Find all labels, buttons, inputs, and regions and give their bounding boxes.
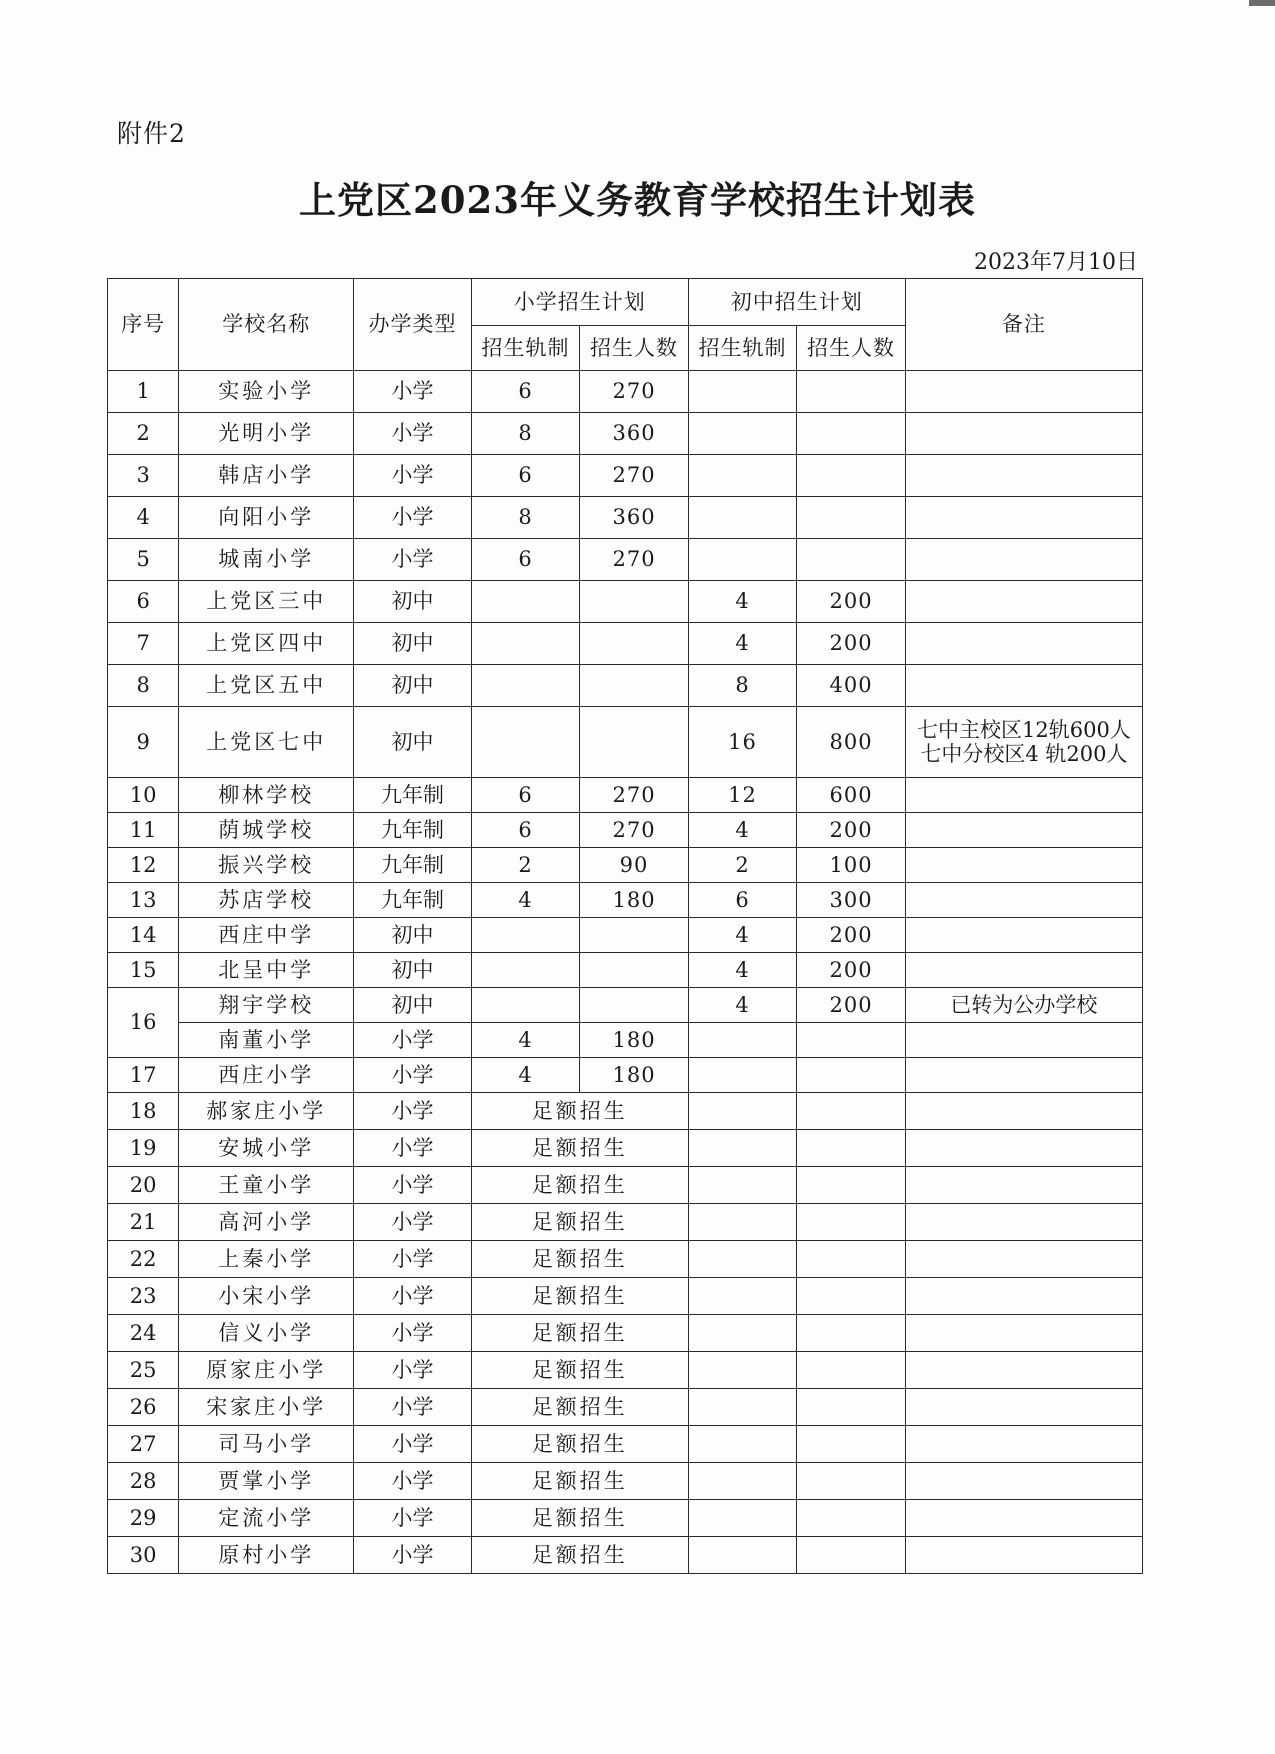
cell-middle-classes: 4 [688, 918, 797, 953]
cell-middle-classes [688, 1023, 797, 1058]
cell-remark [905, 539, 1142, 581]
header-row-top [108, 279, 1143, 326]
cell-primary-classes [471, 581, 580, 623]
cell-remark [905, 953, 1142, 988]
cell-remark [905, 707, 1142, 778]
cell-middle-classes [688, 1130, 797, 1167]
cell-middle-students: 100 [797, 848, 906, 883]
cell-seq: 20 [108, 1167, 179, 1204]
cell-primary-students: 180 [580, 1058, 689, 1093]
cell-remark [905, 455, 1142, 497]
cell-middle-classes [688, 455, 797, 497]
header-school-name: 学校名称 [179, 279, 354, 371]
cell-primary-students [580, 988, 689, 1023]
cell-middle-students: 300 [797, 883, 906, 918]
cell-school-name: 贾掌小学 [179, 1463, 354, 1500]
cell-school-type: 小学 [354, 371, 472, 413]
cell-primary-students: 270 [580, 813, 689, 848]
table-row [108, 1093, 1143, 1130]
cell-middle-classes [688, 1093, 797, 1130]
cell-middle-students [797, 1023, 906, 1058]
cell-primary-classes: 2 [471, 848, 580, 883]
header-middle-classes: 招生轨制 [688, 326, 797, 371]
table-row [108, 988, 1143, 1023]
cell-school-name: 王童小学 [179, 1167, 354, 1204]
table-row [108, 413, 1143, 455]
cell-remark [905, 497, 1142, 539]
cell-full-quota: 足额招生 [471, 1093, 688, 1130]
cell-middle-classes [688, 371, 797, 413]
cell-seq: 26 [108, 1389, 179, 1426]
cell-seq: 25 [108, 1352, 179, 1389]
cell-school-type: 小学 [354, 455, 472, 497]
cell-seq: 16 [108, 988, 179, 1058]
header-middle-plan: 初中招生计划 [688, 279, 905, 326]
table-row [108, 1278, 1143, 1315]
cell-school-type: 小学 [354, 539, 472, 581]
table-row [108, 707, 1143, 778]
cell-remark [905, 623, 1142, 665]
cell-school-name: 西庄小学 [179, 1058, 354, 1093]
cell-primary-students: 270 [580, 539, 689, 581]
cell-seq: 2 [108, 413, 179, 455]
cell-middle-students [797, 539, 906, 581]
table-row [108, 455, 1143, 497]
cell-remark [905, 371, 1142, 413]
cell-middle-students: 400 [797, 665, 906, 707]
cell-school-type: 小学 [354, 1093, 472, 1130]
cell-middle-classes: 6 [688, 883, 797, 918]
cell-seq: 7 [108, 623, 179, 665]
cell-primary-students: 180 [580, 883, 689, 918]
cell-school-name: 上党区七中 [179, 707, 354, 778]
cell-primary-classes [471, 665, 580, 707]
cell-primary-students [580, 918, 689, 953]
cell-seq: 19 [108, 1130, 179, 1167]
cell-middle-students [797, 1058, 906, 1093]
cell-full-quota: 足额招生 [471, 1241, 688, 1278]
cell-seq: 17 [108, 1058, 179, 1093]
cell-remark [905, 1058, 1142, 1093]
cell-school-name: 北呈中学 [179, 953, 354, 988]
cell-middle-students [797, 1167, 906, 1204]
cell-primary-students [580, 707, 689, 778]
header-primary-classes: 招生轨制 [471, 326, 580, 371]
enrollment-plan-table [107, 278, 1143, 1574]
header-school-type: 办学类型 [354, 279, 472, 371]
cell-school-name: 西庄中学 [179, 918, 354, 953]
cell-school-type: 九年制 [354, 883, 472, 918]
cell-primary-students: 270 [580, 371, 689, 413]
cell-full-quota: 足额招生 [471, 1389, 688, 1426]
cell-middle-classes [688, 1500, 797, 1537]
cell-middle-classes [688, 1278, 797, 1315]
remark-line: 七中主校区12轨600人 [917, 717, 1131, 742]
cell-seq: 23 [108, 1278, 179, 1315]
cell-middle-students [797, 1093, 906, 1130]
cell-remark [905, 1241, 1142, 1278]
cell-seq: 6 [108, 581, 179, 623]
cell-middle-classes [688, 1426, 797, 1463]
cell-school-type: 初中 [354, 707, 472, 778]
cell-seq: 5 [108, 539, 179, 581]
cell-middle-classes [688, 1389, 797, 1426]
table-row [108, 497, 1143, 539]
cell-remark [905, 848, 1142, 883]
header-primary-plan: 小学招生计划 [471, 279, 688, 326]
cell-middle-students [797, 1241, 906, 1278]
cell-school-type: 初中 [354, 665, 472, 707]
cell-middle-classes: 4 [688, 988, 797, 1023]
cell-primary-students: 90 [580, 848, 689, 883]
cell-seq: 28 [108, 1463, 179, 1500]
table-row [108, 778, 1143, 813]
cell-primary-students: 270 [580, 455, 689, 497]
cell-remark [905, 1352, 1142, 1389]
cell-school-name: 司马小学 [179, 1426, 354, 1463]
cell-primary-classes: 6 [471, 371, 580, 413]
cell-middle-classes [688, 1315, 797, 1352]
cell-primary-classes: 4 [471, 1058, 580, 1093]
cell-school-name: 安城小学 [179, 1130, 354, 1167]
table-row [108, 813, 1143, 848]
scan-edge-mark [1249, 0, 1275, 6]
cell-full-quota: 足额招生 [471, 1167, 688, 1204]
cell-school-type: 小学 [354, 497, 472, 539]
header-primary-students: 招生人数 [580, 326, 689, 371]
cell-middle-classes [688, 497, 797, 539]
cell-school-name: 上党区四中 [179, 623, 354, 665]
cell-primary-classes [471, 623, 580, 665]
cell-school-type: 小学 [354, 1426, 472, 1463]
cell-remark [905, 1463, 1142, 1500]
cell-school-name: 上党区三中 [179, 581, 354, 623]
table-row [108, 953, 1143, 988]
attachment-label: 附件2 [117, 119, 186, 148]
cell-remark: 已转为公办学校 [905, 988, 1142, 1023]
cell-school-type: 小学 [354, 1241, 472, 1278]
cell-school-name: 柳林学校 [179, 778, 354, 813]
cell-middle-students: 200 [797, 953, 906, 988]
cell-school-name: 翔宇学校 [179, 988, 354, 1023]
cell-school-name: 光明小学 [179, 413, 354, 455]
table-row [108, 539, 1143, 581]
cell-school-type: 小学 [354, 1130, 472, 1167]
cell-seq: 21 [108, 1204, 179, 1241]
cell-middle-students [797, 497, 906, 539]
cell-primary-students [580, 581, 689, 623]
cell-seq: 13 [108, 883, 179, 918]
cell-primary-students: 270 [580, 778, 689, 813]
cell-middle-classes: 4 [688, 581, 797, 623]
cell-middle-classes [688, 1204, 797, 1241]
cell-remark [905, 1389, 1142, 1426]
cell-school-name: 向阳小学 [179, 497, 354, 539]
cell-primary-classes: 6 [471, 539, 580, 581]
cell-school-name: 韩店小学 [179, 455, 354, 497]
cell-middle-classes: 4 [688, 813, 797, 848]
cell-middle-classes: 16 [688, 707, 797, 778]
cell-school-type: 初中 [354, 581, 472, 623]
cell-full-quota: 足额招生 [471, 1315, 688, 1352]
cell-primary-students [580, 665, 689, 707]
cell-full-quota: 足额招生 [471, 1500, 688, 1537]
cell-middle-students [797, 1389, 906, 1426]
cell-middle-students: 200 [797, 988, 906, 1023]
cell-remark [905, 1167, 1142, 1204]
cell-seq: 24 [108, 1315, 179, 1352]
cell-middle-classes [688, 1241, 797, 1278]
cell-school-name: 高河小学 [179, 1204, 354, 1241]
cell-middle-classes [688, 1463, 797, 1500]
cell-middle-students [797, 1426, 906, 1463]
cell-middle-students: 800 [797, 707, 906, 778]
cell-seq: 11 [108, 813, 179, 848]
cell-middle-classes [688, 1058, 797, 1093]
cell-school-type: 小学 [354, 1500, 472, 1537]
cell-school-type: 九年制 [354, 778, 472, 813]
cell-primary-students [580, 953, 689, 988]
cell-middle-classes [688, 1352, 797, 1389]
cell-middle-students [797, 1130, 906, 1167]
cell-school-name: 小宋小学 [179, 1278, 354, 1315]
cell-middle-students: 200 [797, 813, 906, 848]
cell-school-name: 信义小学 [179, 1315, 354, 1352]
cell-full-quota: 足额招生 [471, 1426, 688, 1463]
cell-school-type: 初中 [354, 918, 472, 953]
cell-seq: 15 [108, 953, 179, 988]
cell-school-name: 振兴学校 [179, 848, 354, 883]
cell-remark [905, 813, 1142, 848]
cell-middle-classes [688, 413, 797, 455]
cell-remark [905, 1023, 1142, 1058]
table-row [108, 883, 1143, 918]
table-row [108, 918, 1143, 953]
cell-school-name: 上党区五中 [179, 665, 354, 707]
cell-school-type: 小学 [354, 1537, 472, 1574]
cell-primary-classes [471, 988, 580, 1023]
cell-school-type: 小学 [354, 1389, 472, 1426]
cell-school-type: 九年制 [354, 813, 472, 848]
cell-school-name: 原村小学 [179, 1537, 354, 1574]
cell-remark [905, 778, 1142, 813]
cell-remark [905, 1426, 1142, 1463]
cell-school-type: 小学 [354, 1352, 472, 1389]
cell-seq: 4 [108, 497, 179, 539]
remark-line: 七中分校区4 轨200人 [920, 742, 1128, 766]
cell-middle-students: 200 [797, 581, 906, 623]
cell-primary-classes [471, 707, 580, 778]
table-row [108, 1023, 1143, 1058]
cell-full-quota: 足额招生 [471, 1278, 688, 1315]
cell-primary-classes: 6 [471, 813, 580, 848]
cell-middle-classes [688, 1537, 797, 1574]
header-middle-students: 招生人数 [797, 326, 906, 371]
table-row [108, 371, 1143, 413]
cell-seq: 14 [108, 918, 179, 953]
table-row [108, 1241, 1143, 1278]
cell-middle-students [797, 1463, 906, 1500]
cell-remark [905, 1500, 1142, 1537]
cell-primary-students [580, 623, 689, 665]
cell-seq: 27 [108, 1426, 179, 1463]
cell-school-type: 初中 [354, 988, 472, 1023]
cell-full-quota: 足额招生 [471, 1204, 688, 1241]
cell-middle-classes: 12 [688, 778, 797, 813]
table-row [108, 1130, 1143, 1167]
cell-school-type: 小学 [354, 1167, 472, 1204]
cell-school-name: 南董小学 [179, 1023, 354, 1058]
cell-primary-classes: 6 [471, 778, 580, 813]
cell-school-type: 小学 [354, 1204, 472, 1241]
table-row [108, 1537, 1143, 1574]
cell-primary-classes: 8 [471, 413, 580, 455]
cell-school-type: 小学 [354, 1058, 472, 1093]
cell-primary-students: 360 [580, 497, 689, 539]
cell-middle-classes: 2 [688, 848, 797, 883]
cell-remark [905, 581, 1142, 623]
cell-seq: 30 [108, 1537, 179, 1574]
table-row [108, 1426, 1143, 1463]
cell-primary-students: 180 [580, 1023, 689, 1058]
cell-seq: 9 [108, 707, 179, 778]
cell-school-name: 定流小学 [179, 1500, 354, 1537]
cell-seq: 12 [108, 848, 179, 883]
cell-middle-classes: 8 [688, 665, 797, 707]
cell-school-type: 小学 [354, 1278, 472, 1315]
cell-school-name: 苏店学校 [179, 883, 354, 918]
cell-school-name: 郝家庄小学 [179, 1093, 354, 1130]
cell-middle-students [797, 1204, 906, 1241]
cell-school-type: 小学 [354, 1023, 472, 1058]
cell-full-quota: 足额招生 [471, 1130, 688, 1167]
cell-full-quota: 足额招生 [471, 1537, 688, 1574]
cell-primary-classes: 8 [471, 497, 580, 539]
table-row [108, 1167, 1143, 1204]
cell-middle-classes [688, 1167, 797, 1204]
header-remark: 备注 [905, 279, 1142, 371]
cell-remark [905, 413, 1142, 455]
cell-full-quota: 足额招生 [471, 1463, 688, 1500]
cell-remark [905, 1315, 1142, 1352]
cell-school-name: 上秦小学 [179, 1241, 354, 1278]
cell-school-name: 城南小学 [179, 539, 354, 581]
document-date: 2023年7月10日 [974, 250, 1138, 275]
cell-school-type: 小学 [354, 1315, 472, 1352]
cell-school-type: 初中 [354, 953, 472, 988]
table-row [108, 848, 1143, 883]
cell-school-name: 实验小学 [179, 371, 354, 413]
cell-seq: 3 [108, 455, 179, 497]
cell-full-quota: 足额招生 [471, 1352, 688, 1389]
cell-primary-classes: 4 [471, 1023, 580, 1058]
cell-primary-students: 360 [580, 413, 689, 455]
table-row [108, 623, 1143, 665]
cell-school-type: 初中 [354, 623, 472, 665]
cell-primary-classes: 6 [471, 455, 580, 497]
cell-school-type: 九年制 [354, 848, 472, 883]
cell-middle-students [797, 1315, 906, 1352]
cell-middle-students [797, 371, 906, 413]
cell-middle-classes: 4 [688, 953, 797, 988]
cell-primary-classes [471, 953, 580, 988]
cell-school-type: 小学 [354, 413, 472, 455]
table-row [108, 1389, 1143, 1426]
cell-remark [905, 918, 1142, 953]
cell-primary-classes [471, 918, 580, 953]
table-row [108, 1058, 1143, 1093]
cell-middle-students [797, 1500, 906, 1537]
table-row [108, 1352, 1143, 1389]
cell-remark [905, 883, 1142, 918]
cell-school-name: 荫城学校 [179, 813, 354, 848]
cell-middle-students: 200 [797, 918, 906, 953]
cell-seq: 10 [108, 778, 179, 813]
cell-seq: 22 [108, 1241, 179, 1278]
cell-school-name: 原家庄小学 [179, 1352, 354, 1389]
cell-middle-students: 600 [797, 778, 906, 813]
cell-school-type: 小学 [354, 1463, 472, 1500]
cell-seq: 8 [108, 665, 179, 707]
cell-remark [905, 1204, 1142, 1241]
cell-middle-students [797, 1537, 906, 1574]
cell-middle-students [797, 1352, 906, 1389]
cell-remark [905, 665, 1142, 707]
cell-middle-students: 200 [797, 623, 906, 665]
cell-middle-students [797, 413, 906, 455]
table-row [108, 1463, 1143, 1500]
cell-primary-classes: 4 [471, 883, 580, 918]
cell-remark [905, 1093, 1142, 1130]
page-title: 上党区2023年义务教育学校招生计划表 [299, 178, 976, 222]
cell-seq: 1 [108, 371, 179, 413]
table-row [108, 1500, 1143, 1537]
cell-seq: 18 [108, 1093, 179, 1130]
cell-school-name: 宋家庄小学 [179, 1389, 354, 1426]
table-row [108, 1204, 1143, 1241]
cell-middle-classes [688, 539, 797, 581]
cell-remark [905, 1130, 1142, 1167]
table-row [108, 1315, 1143, 1352]
cell-remark [905, 1537, 1142, 1574]
cell-seq: 29 [108, 1500, 179, 1537]
cell-middle-students [797, 455, 906, 497]
cell-middle-students [797, 1278, 906, 1315]
table-row [108, 665, 1143, 707]
header-seq: 序号 [108, 279, 179, 371]
cell-middle-classes: 4 [688, 623, 797, 665]
table-row [108, 581, 1143, 623]
cell-remark [905, 1278, 1142, 1315]
